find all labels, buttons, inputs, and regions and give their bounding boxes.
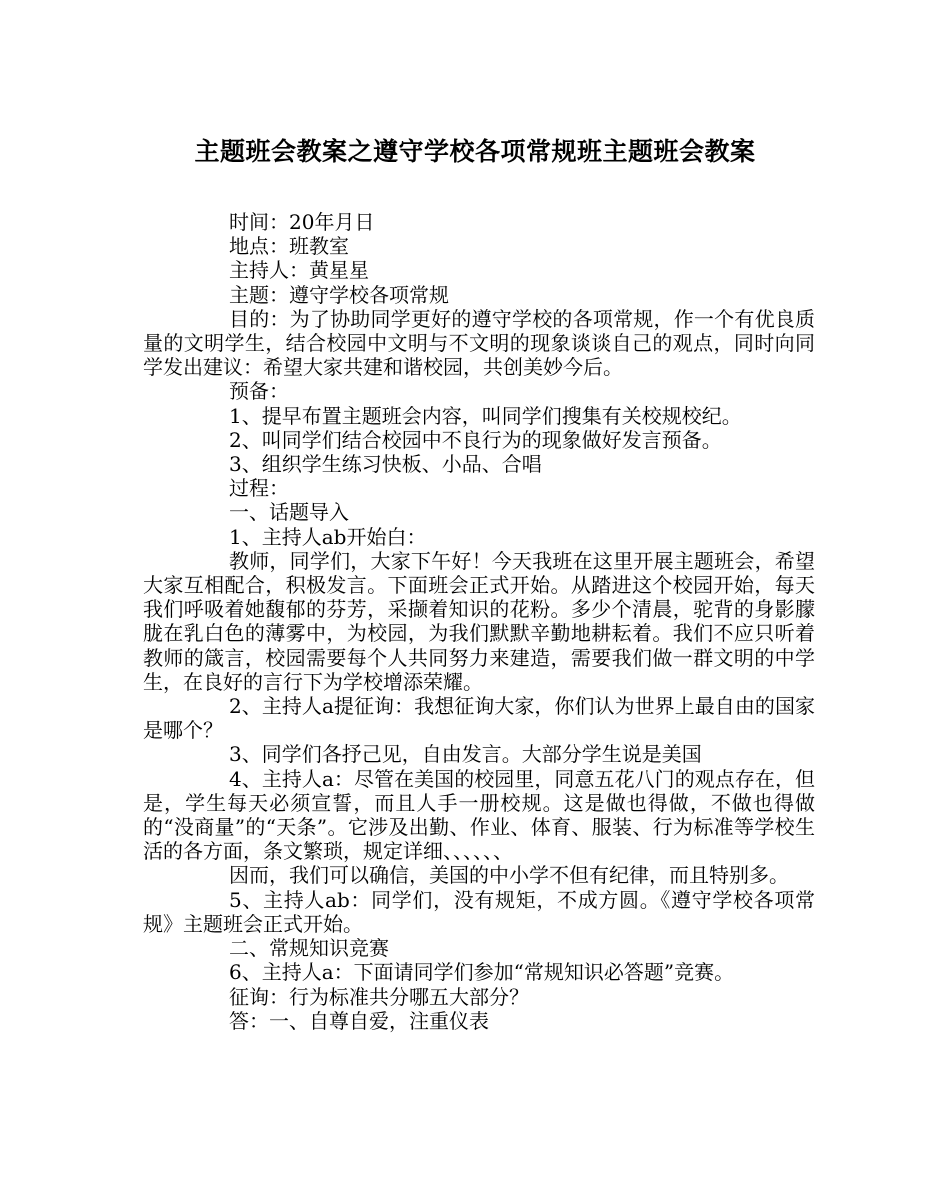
paragraph-location: 地点：班教室 xyxy=(229,234,349,259)
paragraph-answer: 答：一、自尊自爱，注重仪表 xyxy=(229,1008,489,1033)
paragraph-section-1-heading: 一、话题导入 xyxy=(229,500,349,525)
paragraph-question: 征询：行为标准共分哪五大部分？ xyxy=(229,984,529,1009)
paragraph-preparation-1: 1、提早布置主题班会内容，叫同学们搜集有关校规校纪。 xyxy=(229,403,742,428)
paragraph-step-2: 2、主持人a提征询：我想征询大家，你们认为世界上最自由的国家是哪个？ xyxy=(143,694,815,743)
paragraph-purpose: 目的：为了协助同学更好的遵守学校的各项常规，作一个有优良质量的文明学生，结合校园中文明与不文明的现象谈谈自己的观点，同时向同学发出建议：希望大家共建和谐校园，共创美妙今后。 xyxy=(143,306,815,380)
paragraph-step-3: 3、同学们各抒己见，自由发言。大部分学生说是美国 xyxy=(229,742,702,767)
paragraph-host: 主持人：黄星星 xyxy=(229,258,369,283)
paragraph-process-heading: 过程： xyxy=(229,476,289,501)
paragraph-preparation-heading: 预备： xyxy=(229,379,289,404)
paragraph-theme: 主题：遵守学校各项常规 xyxy=(229,282,449,307)
document-title: 主题班会教案之遵守学校各项常规班主题班会教案 xyxy=(194,137,756,166)
paragraph-step-6: 6、主持人a：下面请同学们参加“常规知识必答题”竞赛。 xyxy=(229,960,735,985)
paragraph-section-2-heading: 二、常规知识竞赛 xyxy=(229,936,389,961)
paragraph-preparation-3: 3、组织学生练习快板、小品、合唱 xyxy=(229,452,542,477)
paragraph-step-4: 4、主持人a：尽管在美国的校园里，同意五花八门的观点存在，但是，学生每天必须宣誓，而且人手一册校规。这是做也得做，不做也得做的“没商量”的“天条”。它涉及出勤、作业、体育、服装、行为标准等学校生活的各方面，条文繁琐，规定详细、、、、、、 xyxy=(143,766,815,864)
paragraph-step-5: 5、主持人ab：同学们，没有规矩，不成方圆。《遵守学校各项常规》主题班会正式开始。 xyxy=(143,887,815,936)
paragraph-conclusion: 因而，我们可以确信，美国的中小学不但有纪律，而且特别多。 xyxy=(229,863,789,888)
paragraph-step-1: 1、主持人ab开始白： xyxy=(229,524,427,549)
paragraph-preparation-2: 2、叫同学们结合校园中不良行为的现象做好发言预备。 xyxy=(229,427,722,452)
document-body xyxy=(143,210,815,1033)
paragraph-time: 时间：20年月日 xyxy=(229,210,375,234)
paragraph-opening-speech: 教师，同学们，大家下午好！今天我班在这里开展主题班会，希望大家互相配合，积极发言。下面班会正式开始。从踏进这个校园开始，每天我们呼吸着她馥郁的芬芳，采撷着知识的花粉。多少个清晨，驼背的身影朦胧在乳白色的薄雾中，为校园，为我们默默辛勤地耕耘着。我们不应只听着教师的箴言，校园需要每个人共同努力来建造，需要我们做一群文明的中学生，在良好的言行下为学校增添荣耀。 xyxy=(143,548,815,694)
